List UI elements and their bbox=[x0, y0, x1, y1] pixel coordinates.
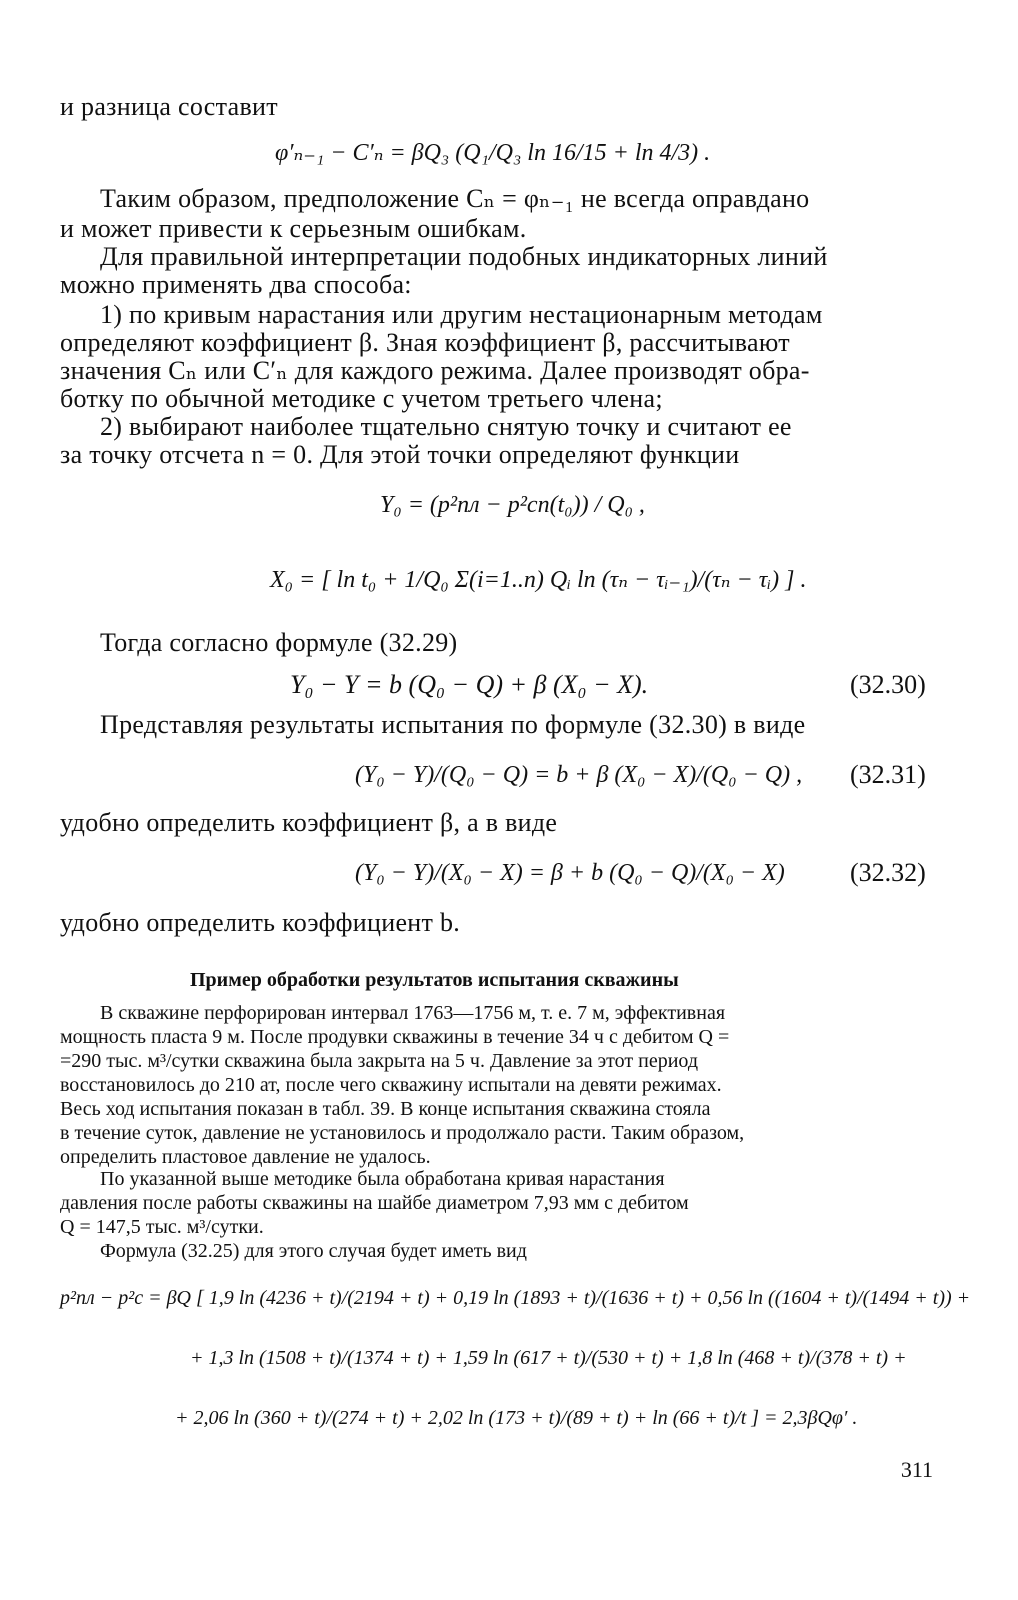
example-line: По указанной выше методике была обработана кривая нарастания bbox=[100, 1168, 665, 1190]
final-formula-line: p²пл − p²с = βQ [ 1,9 ln (4236 + t)/(2194 + t) + 0,19 ln (1893 + t)/(1636 + t) + 0,56 ln ((1604 + t)/(1494 + t)) + bbox=[60, 1287, 971, 1309]
equation-number: (32.30) bbox=[850, 670, 926, 699]
text-line: значения Cₙ или C′ₙ для каждого режима. Далее производят обра- bbox=[60, 356, 810, 385]
example-line: Весь ход испытания показан в табл. 39. В конце испытания скважина стояла bbox=[60, 1098, 711, 1120]
text-line: удобно определить коэффициент β, а в виде bbox=[60, 808, 558, 837]
text-line: ботку по обычной методике с учетом третьего члена; bbox=[60, 384, 663, 413]
page-number: 311 bbox=[900, 1457, 933, 1482]
example-line: в течение суток, давление не установилось и продолжало расти. Таким образом, bbox=[60, 1122, 745, 1144]
equation-32-32: (Y₀ − Y)/(X₀ − X) = β + b (Q₀ − Q)/(X₀ − X) bbox=[355, 860, 785, 886]
final-formula-line: + 2,06 ln (360 + t)/(274 + t) + 2,02 ln (173 + t)/(89 + t) + ln (66 + t)/t ] = 2,3βQφ′ . bbox=[175, 1407, 858, 1429]
text-line: определяют коэффициент β. Зная коэффициент β, рассчитывают bbox=[60, 328, 790, 357]
example-line: мощность пласта 9 м. После продувки скважины в течение 34 ч с дебитом Q = bbox=[60, 1026, 730, 1048]
text-line: Тогда согласно формуле (32.29) bbox=[100, 628, 458, 657]
text-line: 1) по кривым нарастания или другим нестационарным методам bbox=[100, 300, 823, 329]
final-formula-line: + 1,3 ln (1508 + t)/(1374 + t) + 1,59 ln (617 + t)/(530 + t) + 1,8 ln (468 + t)/(378 + t) + bbox=[190, 1347, 907, 1369]
section-heading: Пример обработки результатов испытания скважины bbox=[190, 969, 679, 991]
example-line: восстановилось до 210 ат, после чего скважину испытали на девяти режимах. bbox=[60, 1074, 722, 1096]
equation-phi-difference: φ′ₙ₋₁ − C′ₙ = βQ₃ (Q₁/Q₃ ln 16/15 + ln 4/3) . bbox=[275, 140, 711, 166]
example-line: В скважине перфорирован интервал 1763—1756 м, т. е. 7 м, эффективная bbox=[100, 1002, 726, 1024]
equation-number: (32.32) bbox=[850, 858, 926, 887]
text-line: Представляя результаты испытания по формуле (32.30) в виде bbox=[100, 710, 806, 739]
text-line: Для правильной интерпретации подобных индикаторных линий bbox=[100, 242, 828, 271]
text-line: и может привести к серьезным ошибкам. bbox=[60, 214, 527, 243]
equation-y0: Y₀ = (p²пл − p²сп(t₀)) / Q₀ , bbox=[380, 492, 645, 518]
example-line: Q = 147,5 тыс. м³/сутки. bbox=[60, 1216, 264, 1238]
equation-number: (32.31) bbox=[850, 760, 926, 789]
equation-32-30: Y₀ − Y = b (Q₀ − Q) + β (X₀ − X). bbox=[290, 670, 649, 699]
text-line: и разница составит bbox=[60, 92, 278, 121]
example-line: определить пластовое давление не удалось. bbox=[60, 1146, 431, 1168]
text-line: 2) выбирают наиболее тщательно снятую точку и считают ее bbox=[100, 412, 792, 441]
equation-32-31: (Y₀ − Y)/(Q₀ − Q) = b + β (X₀ − X)/(Q₀ − Q) , bbox=[355, 762, 803, 788]
text-line: за точку отсчета n = 0. Для этой точки определяют функции bbox=[60, 440, 740, 469]
text-line: удобно определить коэффициент b. bbox=[60, 908, 461, 937]
example-line: Формула (32.25) для этого случая будет иметь вид bbox=[100, 1240, 527, 1262]
example-line: давления после работы скважины на шайбе диаметром 7,93 мм с дебитом bbox=[60, 1192, 689, 1214]
text-line: можно применять два способа: bbox=[60, 270, 412, 299]
example-line: =290 тыс. м³/сутки скважина была закрыта на 5 ч. Давление за этот период bbox=[60, 1050, 699, 1072]
equation-x0: X₀ = [ ln t₀ + 1/Q₀ Σ(i=1..n) Qᵢ ln (τₙ − τᵢ₋₁)/(τₙ − τᵢ) ] . bbox=[270, 567, 807, 593]
text-line: Таким образом, предположение Cₙ = φₙ₋₁ не всегда оправдано bbox=[100, 184, 810, 213]
